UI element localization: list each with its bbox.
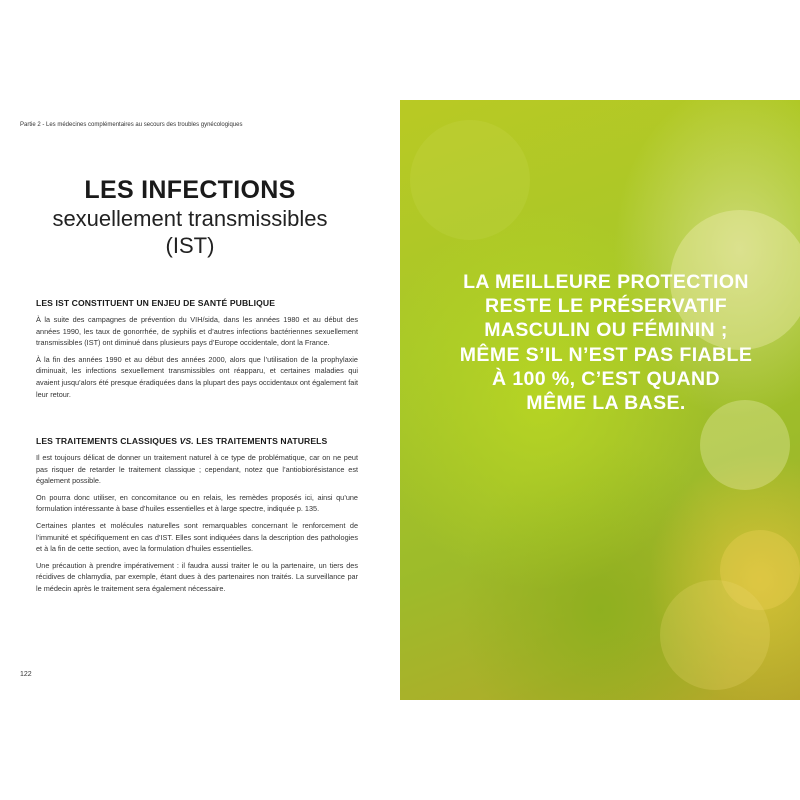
paragraph: À la fin des années 1990 et au début des années 2000, alors que l’utilisation de la prophylaxie diminuait, les infections sexuellement transmissibles ont réapparu, et certaines maladies qui avaient jusqu’alors été presque éradiquées dans la plupart des pays occidentaux ont également fait leur retour. [36,354,358,399]
paragraph: À la suite des campagnes de prévention du VIH/sida, dans les années 1980 et au début des années 1990, les taux de gonorrhée, de syphilis et d’autres infections bactériennes sexuellement transmissibles (IST) ont diminué dans plusieurs pays d’Europe occidentale, dont la France. [36,315,358,348]
paragraph: Une précaution à prendre impérativement : il faudra aussi traiter le ou la partenaire, un tiers des récidives de chlamydia, par exemple, étant dues à des partenaires non traités. La surveillance par le médecin après le traitement sera également nécessaire. [36,560,358,593]
left-page [0,100,400,700]
section-public-health [36,298,358,400]
title-subtitle-line1: sexuellement transmissibles [52,206,328,231]
heading-part2: LES TRAITEMENTS NATURELS [193,436,328,446]
paragraph: Certaines plantes et molécules naturelles sont remarquables concernant le renforcement de l’immunité et spécifiquement en cas d’IST. Elles sont indiquées dans la description des pathologies et à la fin de cette section, avec la formulation d’huiles essentielles. [36,520,358,554]
heading-italic: VS. [179,436,194,446]
paragraph: On pourra donc utiliser, en concomitance ou en relais, les remèdes proposés ici, ainsi qu’une formulation intéressante à base d’huiles essentielles et à large spectre, indiquée p. 135. [36,492,358,514]
section-treatments [36,436,358,595]
pull-quote: LA MEILLEURE PROTECTION RESTE LE PRÉSERVATIF MASCULIN OU FÉMININ ; MÊME S’IL N’EST PAS FIABLE À 100 %, C’EST QUAND MÊME LA BASE. [459,271,753,415]
right-page-photo [400,100,800,700]
title-main: LES INFECTIONS [84,176,296,204]
section-heading: LES IST CONSTITUENT UN ENJEU DE SANTÉ PUBLIQUE [36,298,276,308]
heading-part1: LES TRAITEMENTS CLASSIQUES [36,436,180,446]
bokeh-light [410,120,530,240]
paragraph: Il est toujours délicat de donner un traitement naturel à ce type de problématique, car on ne peut pas risquer de retarder le traitement classique ; cependant, notez que l’antiobiorésistance est également possible. [36,453,358,486]
running-head: Partie 2 - Les médecines complémentaires au secours des troubles gynécologiques [20,122,243,128]
chapter-title [20,175,360,259]
section-heading [36,436,358,446]
page-number: 122 [20,671,32,678]
title-subtitle-line2: (IST) [165,233,215,258]
bokeh-light [660,580,770,690]
